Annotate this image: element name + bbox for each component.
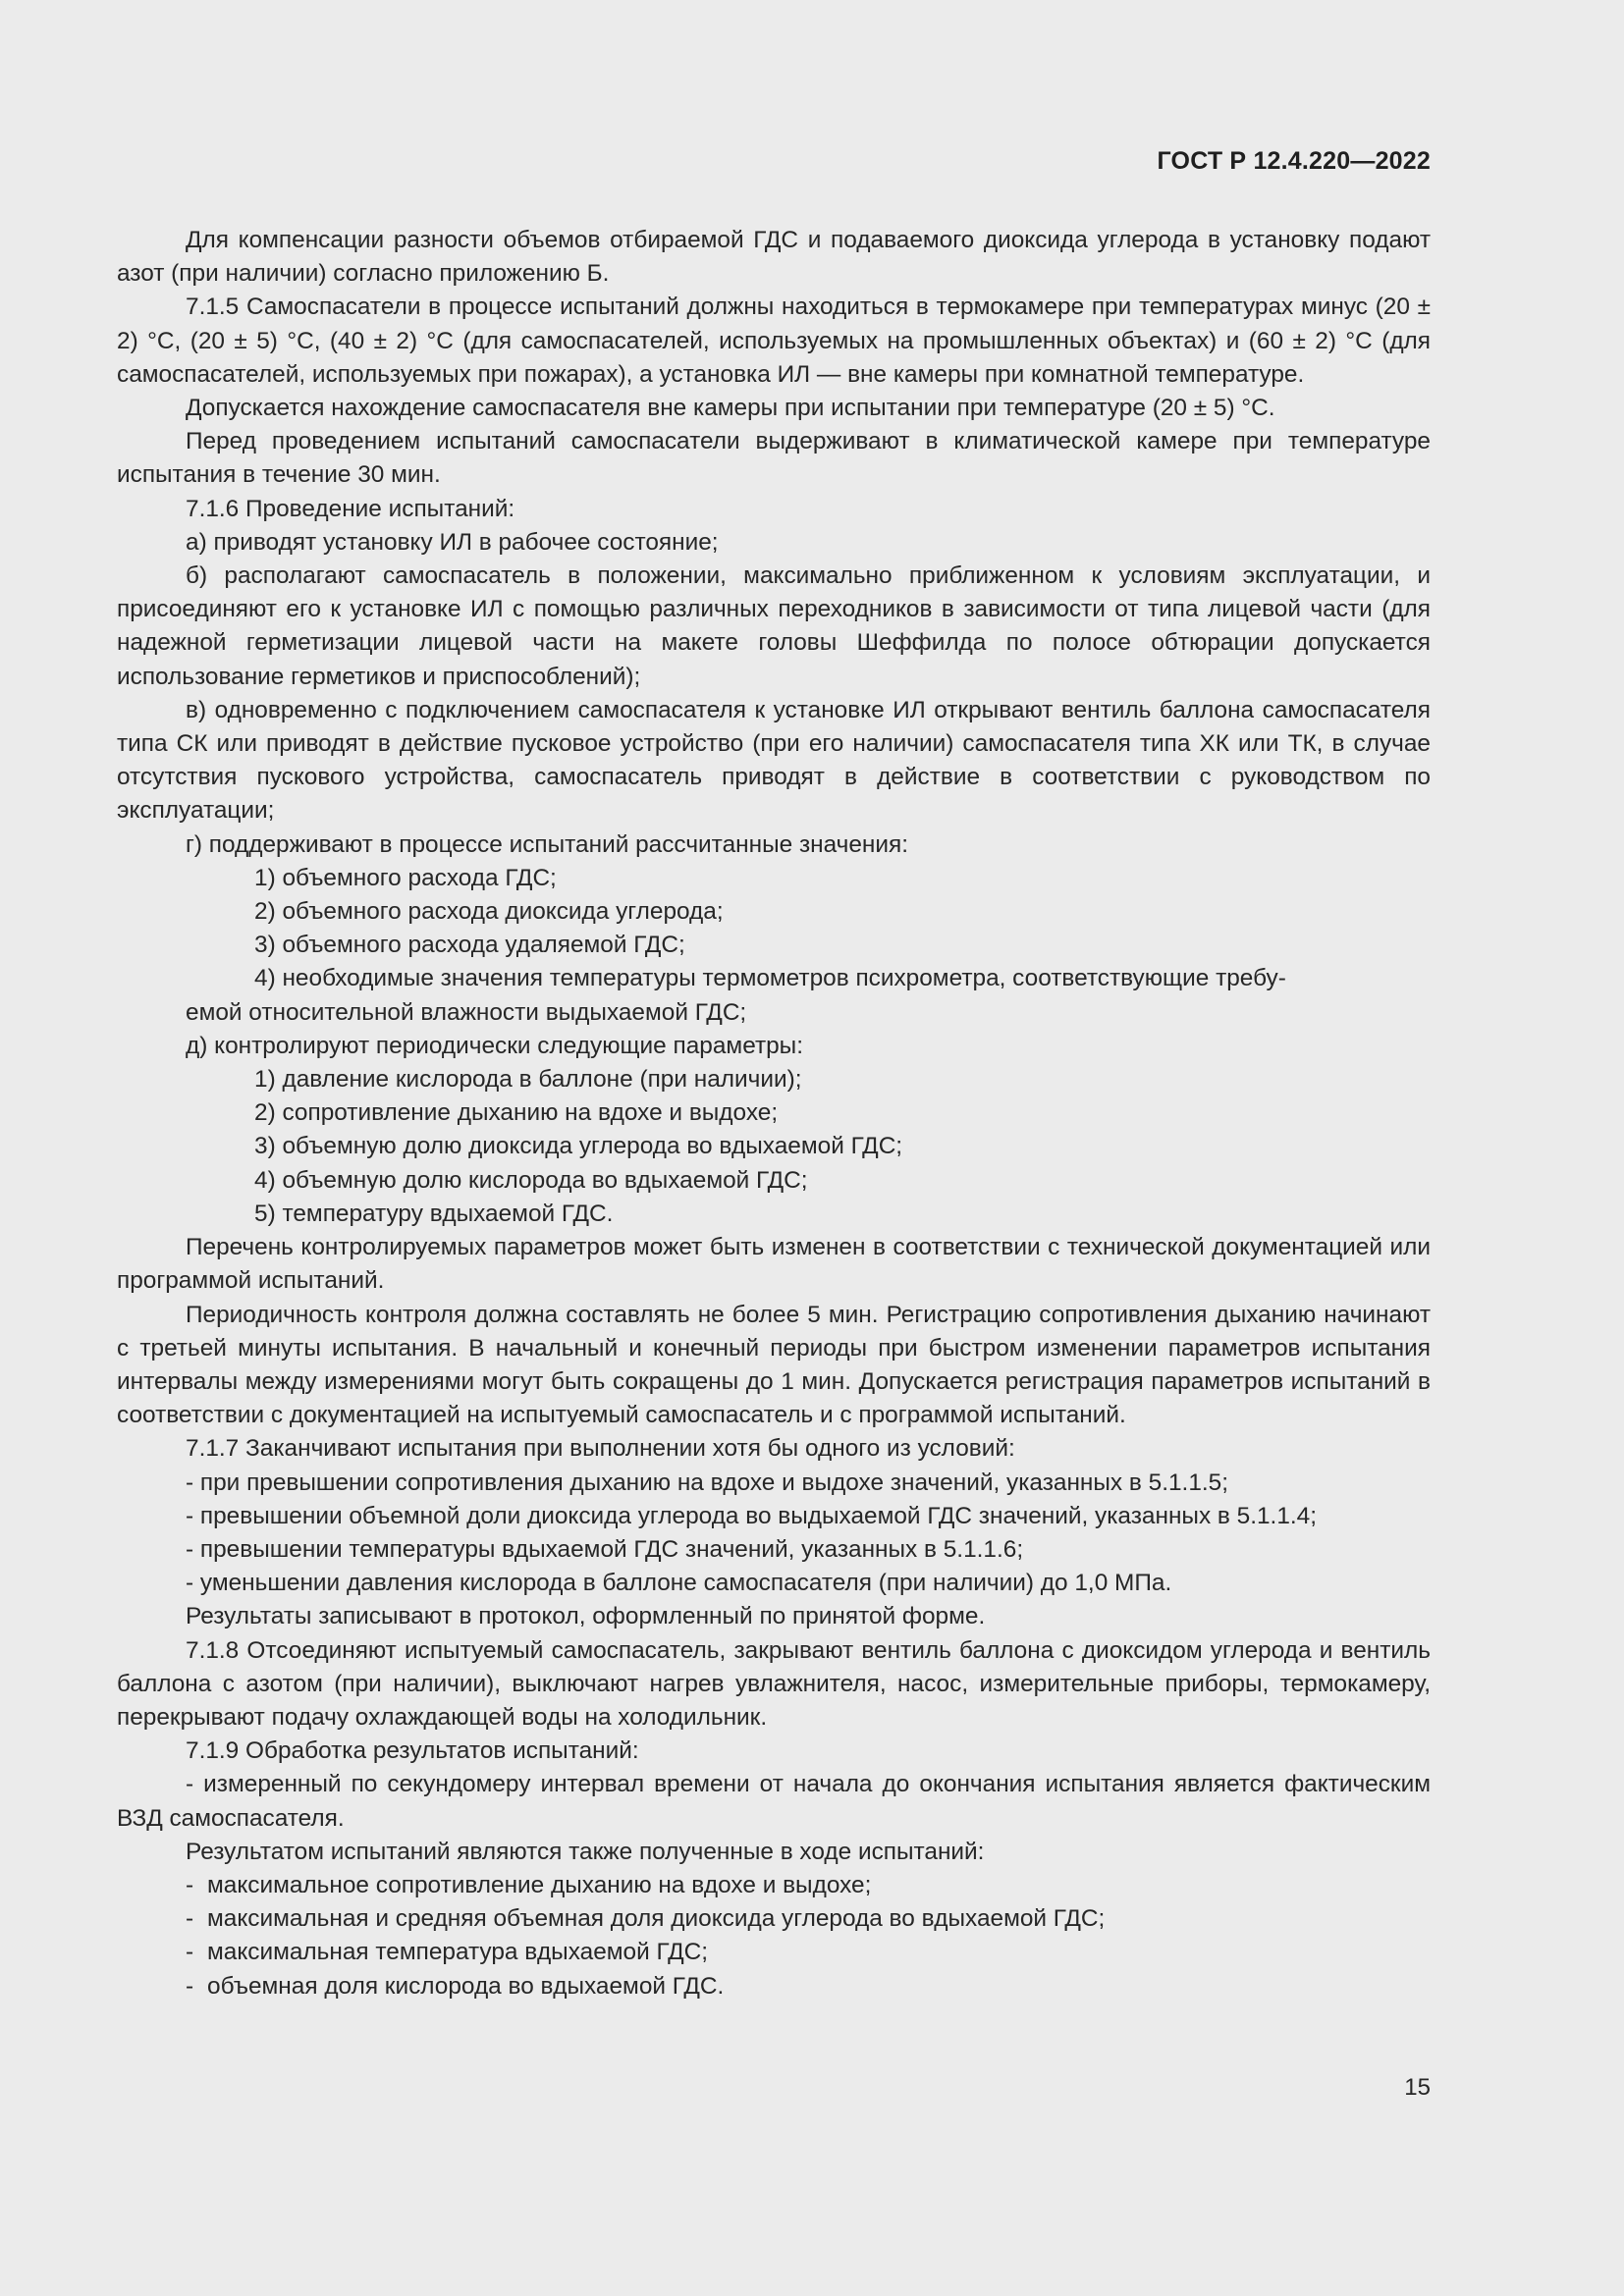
- paragraph: 7.1.7 Заканчивают испытания при выполнении хотя бы одного из условий:: [186, 1435, 1015, 1463]
- paragraph: - превышении объемной доли диоксида углерода во выдыхаемой ГДС значений, указанных в 5.1.1.4;: [186, 1502, 1318, 1529]
- paragraph: 7.1.8 Отсоединяют испытуемый самоспасатель, закрывают вентиль баллона с диоксидом углерода и вентиль баллона с азотом (при наличии), выключают нагрев увлажнителя, насос, измерительные приборы, термокамеру, перекрывают подачу охлаждающей воды на холодильник.: [117, 1636, 1431, 1731]
- paragraph: - превышении температуры вдыхаемой ГДС значений, указанных в 5.1.1.6;: [186, 1535, 1024, 1563]
- paragraph: Для компенсации разности объемов отбираемой ГДС и подаваемого диоксида углерода в установку подают азот (при наличии) согласно приложению Б.: [117, 227, 1431, 288]
- paragraph: 7.1.6 Проведение испытаний:: [186, 495, 515, 522]
- paragraph: 5) температуру вдыхаемой ГДС.: [254, 1200, 614, 1227]
- paragraph: 7.1.9 Обработка результатов испытаний:: [186, 1737, 639, 1765]
- paragraph: Результатом испытаний являются также полученные в ходе испытаний:: [186, 1838, 985, 1865]
- paragraph: Перед проведением испытаний самоспасатели выдерживают в климатической камере при температуре испытания в течение 30 мин.: [117, 428, 1431, 489]
- paragraph: 1) давление кислорода в баллоне (при наличии);: [254, 1066, 802, 1094]
- paragraph: Периодичность контроля должна составлять не более 5 мин. Регистрацию сопротивления дыханию начинают с третьей минуты испытания. В начальный и конечный периоды при быстром изменении параметров испытания интервалы между измерениями могут быть сокращены до 1 мин. Допускается регистрация параметров испытаний в соответствии с документацией на испытуемый самоспасатель и с программой испытаний.: [117, 1301, 1431, 1429]
- list-dash: -: [186, 1871, 194, 1898]
- paragraph: 4) необходимые значения температуры термометров психрометра, соответствующие требу-: [254, 965, 1286, 992]
- list-item: [117, 1970, 1431, 2003]
- paragraph: 4) объемную долю кислорода во вдыхаемой ГДС;: [254, 1166, 808, 1194]
- paragraph: 2) сопротивление дыханию на вдохе и выдохе;: [254, 1099, 779, 1127]
- list-item: [117, 1869, 1431, 1902]
- paragraph: емой относительной влажности выдыхаемой ГДС;: [186, 998, 747, 1026]
- list-item: [117, 1936, 1431, 1969]
- paragraph: 7.1.5 Самоспасатели в процессе испытаний должны находиться в термокамере при температурах минус (20 ± 2) °С, (20 ± 5) °С, (40 ± 2) °С (для самоспасателей, используемых на промышленных объектах) и (60 ± 2) °С (для самоспасателей, используемых при пожарах), а установка ИЛ — вне камеры при комнатной температуре.: [117, 294, 1431, 388]
- paragraph: а) приводят установку ИЛ в рабочее состояние;: [186, 528, 719, 556]
- list-dash: -: [186, 1939, 194, 1966]
- paragraph-list: [117, 224, 1431, 1869]
- paragraph: - измеренный по секундомеру интервал времени от начала до окончания испытания является фактическим ВЗД самоспасателя.: [117, 1771, 1431, 1832]
- list-item-text: максимальная и средняя объемная доля диоксида углерода во вдыхаемой ГДС;: [207, 1905, 1106, 1933]
- paragraph: - при превышении сопротивления дыханию на вдохе и выдохе значений, указанных в 5.1.1.5;: [186, 1468, 1229, 1496]
- paragraph: Перечень контролируемых параметров может быть изменен в соответствии с технической документацией или программой испытаний.: [117, 1234, 1431, 1295]
- list-dash: -: [186, 1905, 194, 1933]
- paragraph: в) одновременно с подключением самоспасателя к установке ИЛ открывают вентиль баллона самоспасателя типа СК или приводят в действие пусковое устройство (при его наличии) самоспасателя типа ХК или ТК, в случае отсутствия пускового устройства, самоспасатель приводят в действие в соответствии с руководством по эксплуатации;: [117, 696, 1431, 825]
- paragraph: - уменьшении давления кислорода в баллоне самоспасателя (при наличии) до 1,0 МПа.: [186, 1570, 1172, 1597]
- paragraph: 3) объемную долю диоксида углерода во вдыхаемой ГДС;: [254, 1133, 903, 1160]
- document-body: [117, 224, 1431, 2003]
- paragraph: 3) объемного расхода удаляемой ГДС;: [254, 932, 685, 959]
- list-item-text: максимальное сопротивление дыханию на вдохе и выдохе;: [207, 1871, 872, 1898]
- paragraph: Результаты записывают в протокол, оформленный по принятой форме.: [186, 1603, 986, 1630]
- paragraph: д) контролируют периодически следующие параметры:: [186, 1032, 803, 1059]
- paragraph: б) располагают самоспасатель в положении, максимально приближенном к условиям эксплуатации, и присоединяют его к установке ИЛ с помощью различных переходников в зависимости от типа лицевой части (для надежной герметизации лицевой части на макете головы Шеффилда по полосе обтюрации допускается использование герметиков и приспособлений);: [117, 562, 1431, 690]
- paragraph: г) поддерживают в процессе испытаний рассчитанные значения:: [186, 830, 908, 858]
- paragraph: Допускается нахождение самоспасателя вне камеры при испытании при температуре (20 ± 5) °С.: [186, 395, 1275, 422]
- list-item: [117, 1902, 1431, 1936]
- list-item-text: объемная доля кислорода во вдыхаемой ГДС.: [207, 1972, 725, 2000]
- results-list: [117, 1869, 1431, 2003]
- list-dash: -: [186, 1972, 194, 2000]
- paragraph: 2) объемного расхода диоксида углерода;: [254, 898, 724, 926]
- document-header: ГОСТ Р 12.4.220—2022: [1157, 147, 1431, 175]
- paragraph: 1) объемного расхода ГДС;: [254, 864, 557, 891]
- list-item-text: максимальная температура вдыхаемой ГДС;: [207, 1939, 708, 1966]
- page-number: 15: [1404, 2074, 1431, 2101]
